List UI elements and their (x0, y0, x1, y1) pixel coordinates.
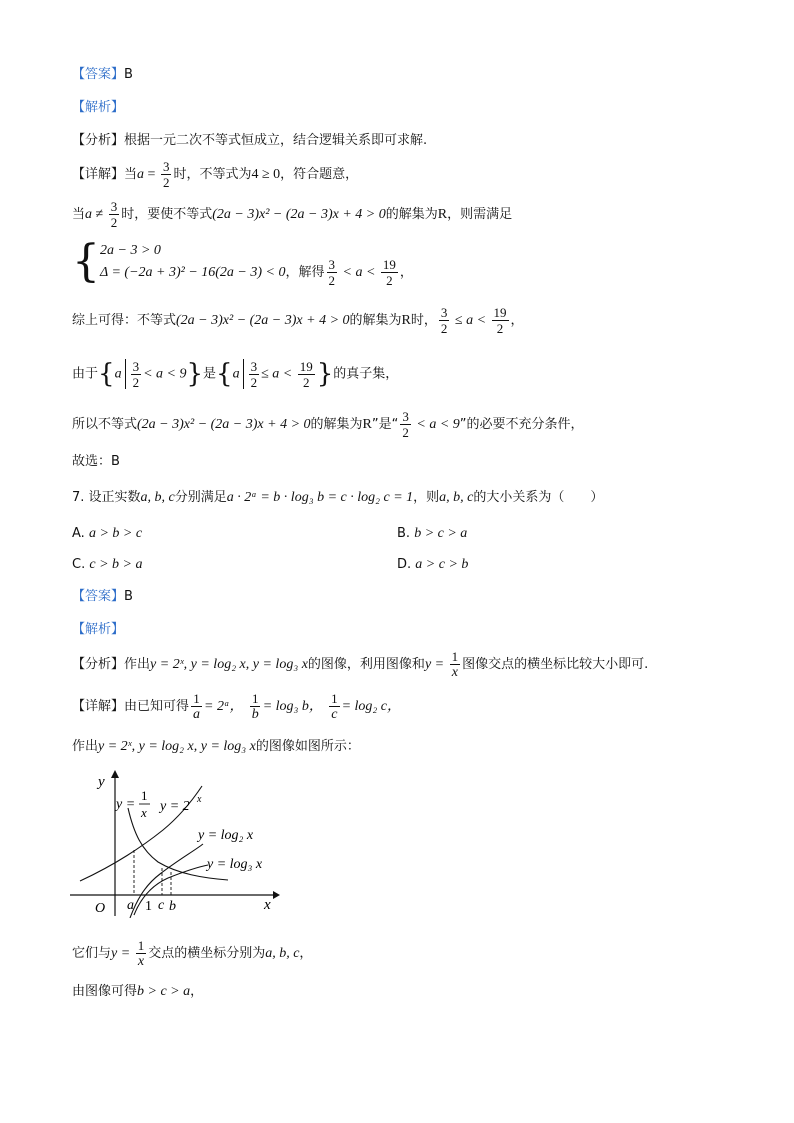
set-bar (243, 359, 244, 389)
set-brace: { (216, 359, 233, 389)
detail-line-1 (72, 158, 358, 192)
option-b[interactable] (397, 526, 467, 542)
num: 3 (402, 409, 409, 424)
text: 图像交点的横坐标比较大小即可. (462, 657, 649, 672)
answer-label: 【答案】 (72, 589, 125, 604)
fraction (131, 359, 142, 390)
option-label: C. (72, 557, 86, 572)
answer-value: B (124, 589, 133, 604)
text: ， (399, 265, 413, 280)
text: 时， (410, 313, 437, 328)
num: 3 (440, 305, 448, 320)
math: = log₂ c， (341, 699, 401, 714)
analysis-heading (72, 99, 124, 117)
num: 1 (137, 938, 145, 953)
option-label: A. (72, 526, 85, 541)
fraction (492, 305, 509, 336)
answer-label: 【答案】 (72, 67, 125, 82)
answer-line (72, 66, 133, 84)
fenxi-text: 根据一元二次不等式恒成立，结合逻辑关系即可求解. (124, 133, 428, 148)
option-label: D. (397, 557, 412, 572)
text: 时，要使不等式 (121, 207, 213, 222)
math: R (401, 313, 411, 328)
text: 的图像如图所示： (255, 739, 360, 754)
summary-line (72, 304, 524, 338)
text: 是 (203, 366, 217, 382)
fenxi-label: 【分析】 (72, 133, 125, 148)
den: x (137, 954, 145, 969)
text: ，解得 (285, 265, 325, 280)
text: 由于 (72, 366, 99, 382)
label-log2: y = log₂ x (198, 828, 254, 843)
math: y = 2ˣ, y = log₂ x, y = log₃ x (150, 657, 308, 672)
math: ≤ a < (261, 366, 296, 382)
math: = log₃ b， (262, 699, 323, 714)
xiangjie-label: 【详解】 (72, 167, 125, 182)
fraction (250, 691, 261, 722)
label-log3: y = log₃ x (207, 857, 263, 872)
choose-line (72, 453, 120, 471)
text: 的解集为 (349, 313, 402, 328)
math: y = (424, 657, 448, 672)
q7-stem (72, 489, 603, 507)
text: 的大小关系为（ ） (473, 490, 604, 505)
tick-a: a (127, 898, 134, 913)
num: 1 (451, 649, 459, 664)
option-a[interactable] (72, 526, 142, 542)
text: 交点的横坐标分别为 (148, 946, 266, 961)
option-expr: c > b > a (89, 557, 143, 572)
text: 所以不等式 (72, 417, 138, 432)
q7-final-line (72, 983, 203, 1001)
den: 2 (302, 374, 310, 390)
num: 1 (251, 691, 259, 706)
math: a · 2ᵃ = b · log₃ b = c · log₂ c = 1 (226, 490, 414, 505)
conclusion-line (72, 408, 584, 442)
den: c (331, 707, 338, 722)
math: 4 ≥ 0 (251, 167, 281, 182)
math: < a < (339, 265, 379, 280)
text: ，符合题意， (280, 167, 359, 182)
text: 的解集为 (310, 417, 363, 432)
q7-draw-line (72, 738, 360, 756)
option-expr: a > b > c (88, 526, 143, 541)
system-rows (100, 240, 286, 284)
num: 3 (110, 199, 118, 214)
xiangjie-label: 【详解】 (72, 699, 125, 714)
fraction (400, 409, 411, 440)
text: 的解集为 (385, 207, 438, 222)
curve-log2 (130, 844, 203, 918)
q7-detail-line (72, 690, 401, 724)
label-recip-num: 1 (141, 788, 148, 803)
num: 3 (250, 358, 258, 374)
q7-answer-line (72, 588, 133, 606)
text: ”的必要不充分条件， (459, 417, 584, 432)
num: 3 (162, 159, 170, 174)
num: 1 (331, 691, 338, 706)
den: 2 (402, 425, 409, 440)
option-expr: a > c > b (415, 557, 469, 572)
text: 作出 (72, 739, 99, 754)
den: a (193, 707, 201, 722)
inequality-system (72, 236, 286, 287)
math: (2a − 3)x² − (2a − 3)x + 4 > 0 (137, 417, 311, 432)
text: 由已知可得 (124, 699, 190, 714)
num: 19 (382, 257, 396, 272)
x-axis-label: x (264, 897, 271, 913)
text: ， (510, 313, 524, 328)
tick-c: c (158, 898, 165, 913)
set-brace: } (186, 359, 204, 389)
num: 3 (132, 358, 140, 374)
detail-line-2 (72, 198, 512, 232)
text: 作出 (124, 657, 151, 672)
den: 2 (496, 321, 504, 336)
text: 当 (72, 207, 86, 222)
fraction (381, 257, 398, 288)
fraction (439, 305, 450, 336)
origin-label: O (95, 901, 106, 916)
text: 由图像可得 (72, 984, 138, 999)
label-recip-lhs: y = (116, 797, 136, 812)
math: a, b, c (140, 490, 175, 505)
math: ≠ (92, 207, 107, 222)
fraction (249, 359, 260, 390)
y-axis-label: y (98, 774, 105, 790)
set-brace: } (316, 359, 334, 389)
x-axis-arrow (273, 891, 280, 899)
math: a, b, c (265, 946, 300, 961)
text: ， (299, 946, 313, 961)
fraction (450, 649, 461, 680)
fraction (298, 359, 315, 390)
math: (2a − 3)x² − (2a − 3)x + 4 > 0 (212, 207, 386, 222)
tick-b: b (169, 899, 176, 914)
fraction (191, 691, 202, 722)
text: ，则需满足 (447, 207, 513, 222)
math: a, b, c (439, 490, 474, 505)
text: 的图像，利用图像和 (307, 657, 425, 672)
answer-value: B (124, 67, 133, 82)
fraction (109, 199, 120, 230)
num: 3 (328, 257, 336, 272)
num: 19 (299, 358, 313, 374)
text: 分别满足 (174, 490, 227, 505)
text: ”是“ (371, 417, 399, 432)
den: 2 (162, 175, 170, 190)
text: 它们与 (72, 946, 112, 961)
text: ，则 (413, 490, 440, 505)
den: x (451, 665, 458, 680)
den: 2 (328, 273, 336, 288)
math: < a < 9 (143, 366, 187, 382)
text: 当 (124, 167, 138, 182)
text: 时，不等式为 (173, 167, 252, 182)
option-c[interactable] (72, 557, 142, 573)
option-d[interactable] (397, 557, 468, 573)
math: = 2ᵃ， (204, 699, 244, 714)
row: 2a − 3 > 0 (100, 243, 161, 258)
num: 19 (493, 305, 507, 320)
math: y = 2ˣ, y = log₂ x, y = log₃ x (98, 739, 256, 754)
choose-text: 故选：B (72, 454, 120, 469)
math: y = (111, 946, 134, 961)
tick-1: 1 (145, 899, 152, 914)
system-line (72, 236, 413, 298)
label-2x-sup: x (197, 794, 202, 805)
den: 2 (386, 273, 393, 288)
set-bar (125, 359, 126, 389)
math: R (437, 207, 448, 222)
math: b > c > a (137, 984, 191, 999)
math: a (137, 167, 145, 182)
row: Δ = (−2a + 3)² − 16(2a − 3) < 0 (100, 265, 286, 280)
text: 综上可得：不等式 (72, 313, 177, 328)
option-expr: b > c > a (414, 526, 468, 541)
math: a (114, 366, 122, 382)
q7-analysis-heading (72, 621, 124, 639)
den: 2 (132, 374, 140, 390)
set-brace: { (98, 359, 115, 389)
fraction (136, 938, 147, 969)
math: a (85, 207, 93, 222)
brace: { (72, 236, 100, 287)
fraction (161, 159, 172, 190)
math: R (362, 417, 372, 432)
q7-intersect-line (72, 937, 312, 971)
function-graph (68, 768, 283, 918)
fenxi-line (72, 132, 427, 150)
text: 的真子集， (333, 366, 399, 382)
analysis-label: 【解析】 (72, 100, 125, 115)
text: ， (190, 984, 204, 999)
den: b (251, 707, 259, 722)
math: (2a − 3)x² − (2a − 3)x + 4 > 0 (176, 313, 350, 328)
math: = (144, 167, 159, 182)
q7-fenxi-line (72, 648, 648, 682)
fenxi-label: 【分析】 (72, 657, 125, 672)
den: 2 (440, 321, 448, 336)
option-label: B. (397, 526, 411, 541)
y-axis-arrow (111, 770, 119, 778)
math: < a < 9 (412, 417, 460, 432)
text: 7. 设正实数 (72, 490, 141, 505)
subset-line (72, 354, 398, 395)
label-recip-den: x (141, 805, 147, 820)
fraction (327, 257, 338, 288)
den: 2 (110, 215, 118, 230)
math: a (232, 366, 240, 382)
label-2x: y = 2 (160, 799, 190, 814)
fraction (329, 691, 340, 722)
den: 2 (250, 374, 258, 390)
num: 1 (193, 691, 200, 706)
math: ≤ a < (451, 313, 490, 328)
analysis-label: 【解析】 (72, 622, 125, 637)
